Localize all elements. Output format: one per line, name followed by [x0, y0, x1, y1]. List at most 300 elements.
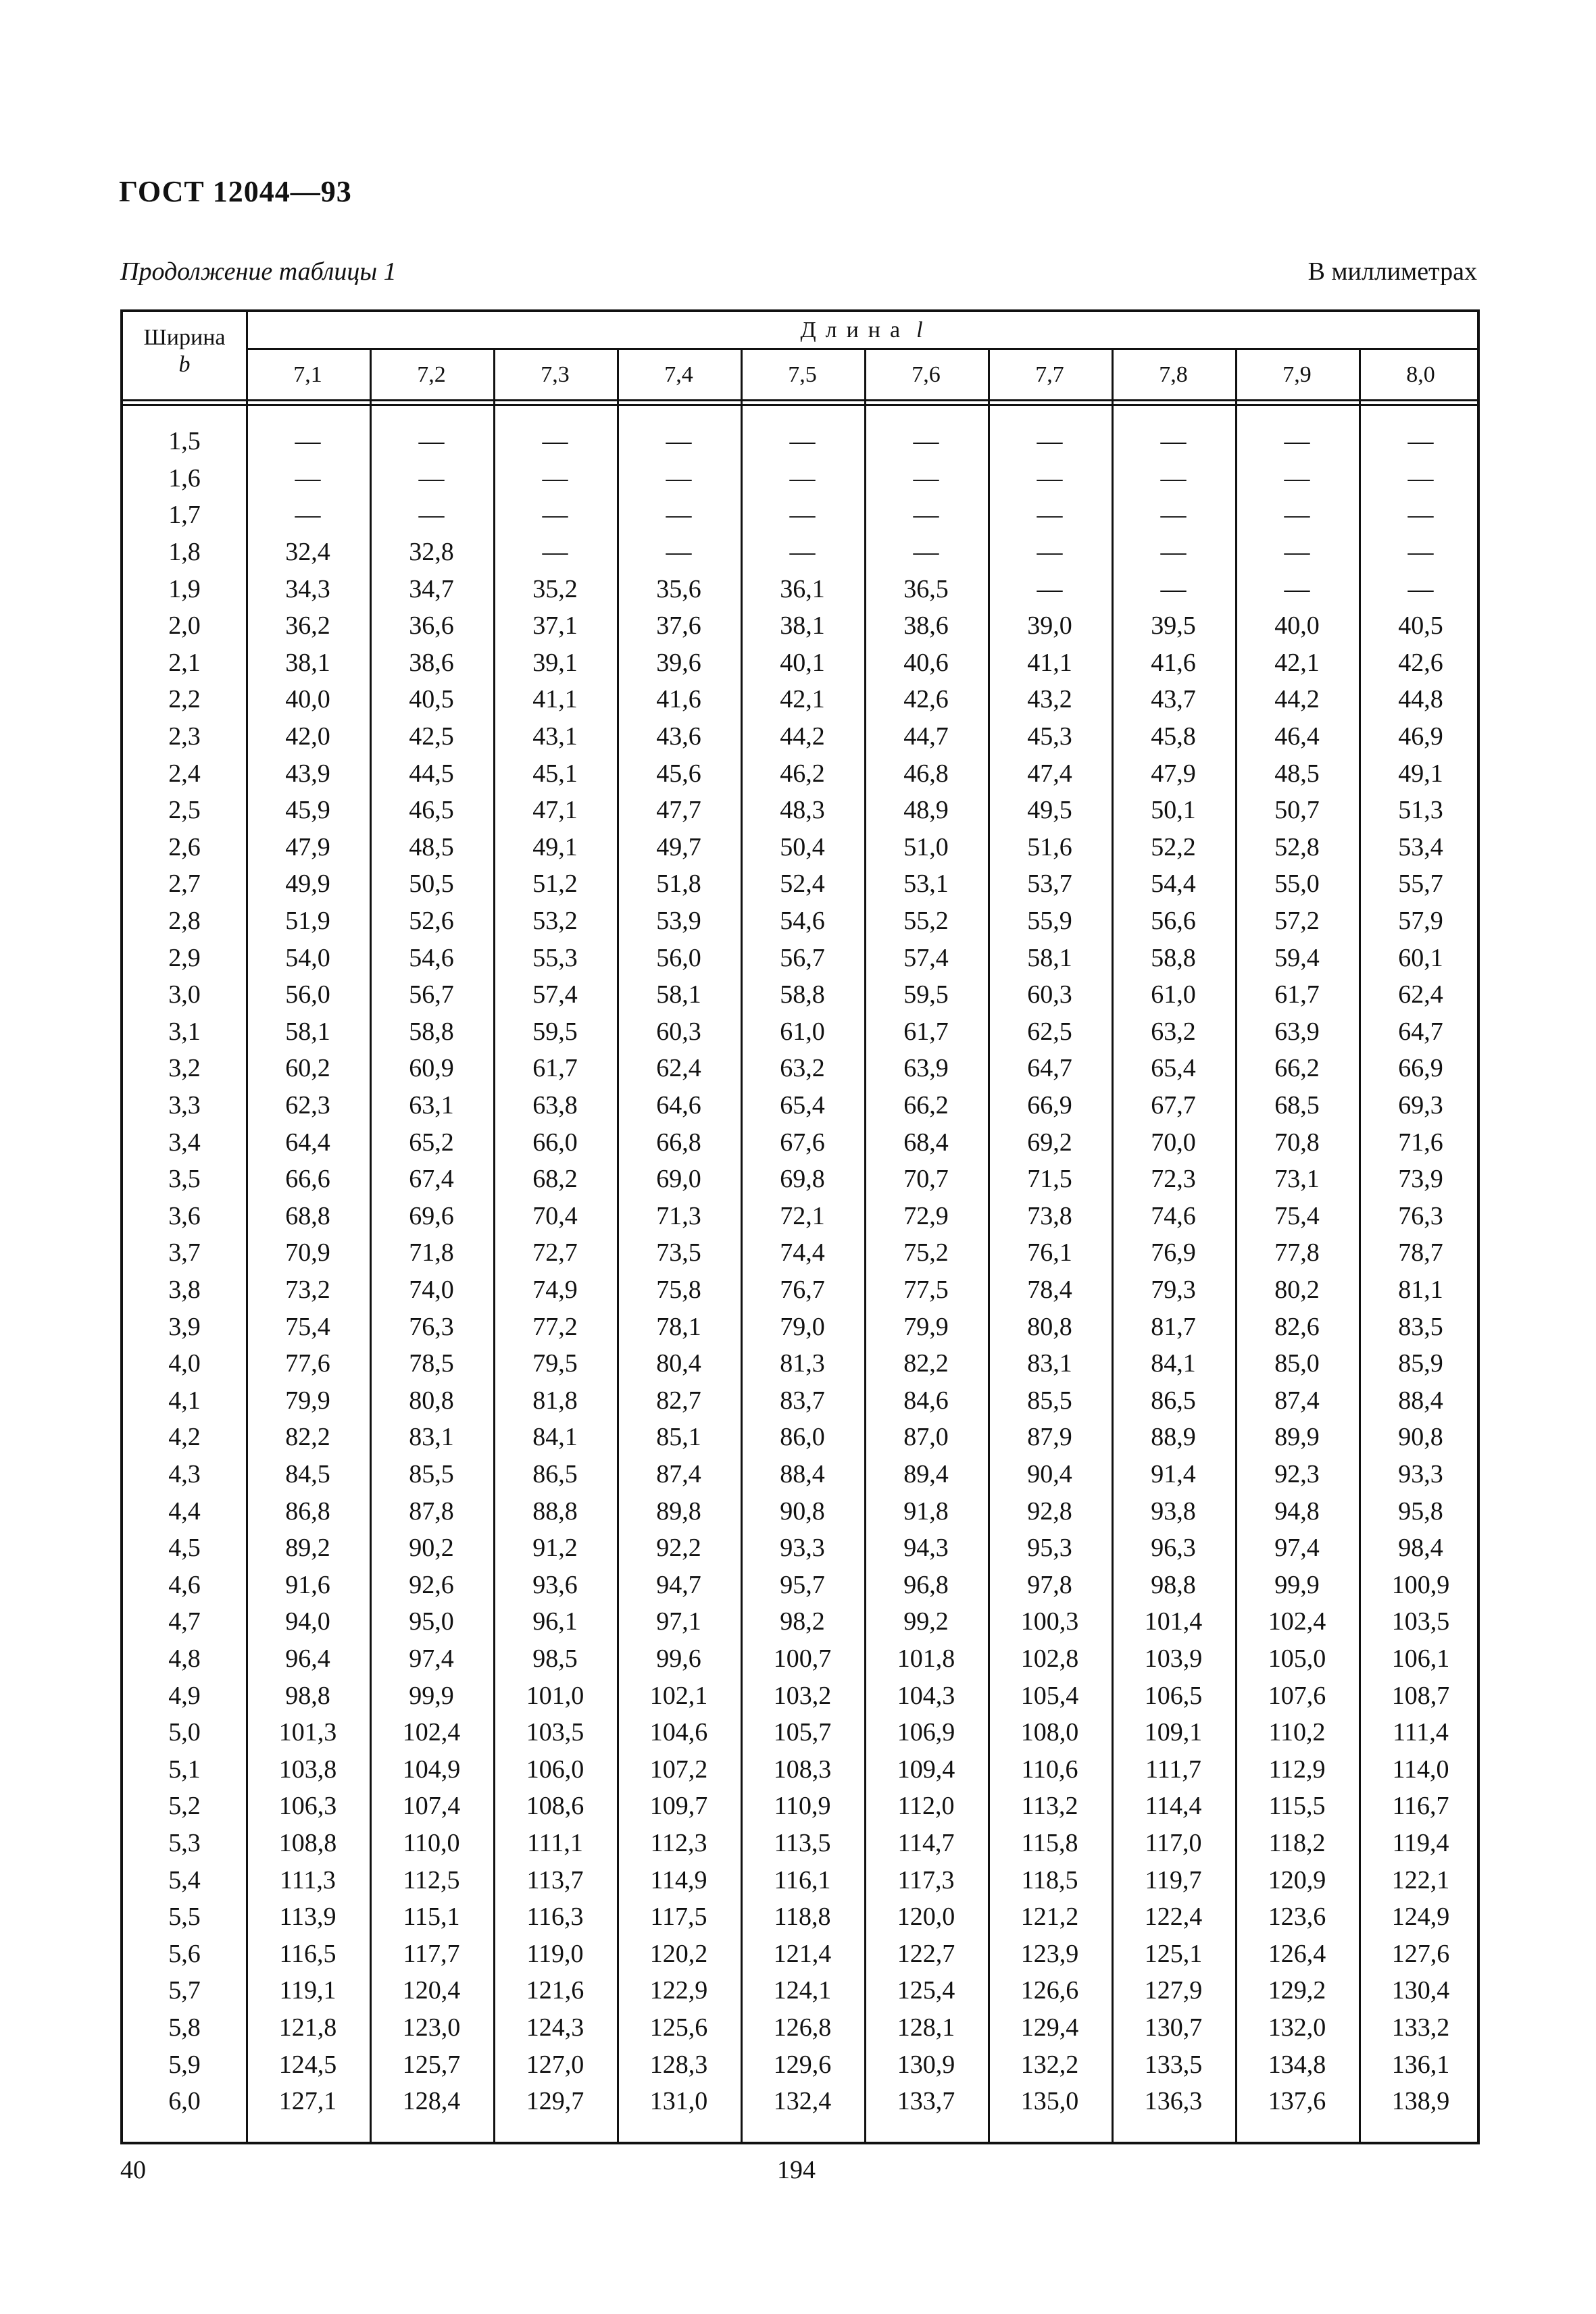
table-cell: 113,2: [1021, 1792, 1078, 1821]
table-cell: 115,5: [1268, 1792, 1326, 1821]
table-row: [123, 1936, 1477, 1973]
table-cell: —: [1037, 427, 1063, 456]
table-cell: 84,5: [285, 1460, 330, 1489]
table-cell: 98,2: [780, 1607, 825, 1636]
table-cell: 107,6: [1268, 1681, 1326, 1710]
table-cell: 83,7: [780, 1386, 825, 1415]
table-cell: 119,4: [1392, 1829, 1449, 1858]
table-cell: 55,0: [1274, 870, 1320, 899]
width-value: 3,6: [168, 1201, 201, 1230]
table-cell: 42,5: [409, 722, 454, 751]
table-cell: 114,4: [1145, 1792, 1202, 1821]
table-cell: 130,4: [1391, 1976, 1450, 2005]
table-cell: 84,1: [532, 1423, 578, 1452]
table-cell: 109,1: [1144, 1718, 1203, 1747]
table-cell: —: [666, 501, 692, 530]
table-cell: 44,7: [903, 722, 949, 751]
table-cell: 60,3: [1027, 980, 1072, 1009]
width-value: 2,0: [168, 611, 201, 640]
table-cell: 78,4: [1027, 1276, 1072, 1305]
table-cell: 53,1: [903, 870, 949, 899]
table-row: [123, 1087, 1477, 1124]
table-cell: 78,1: [656, 1312, 701, 1341]
table-cell: 96,8: [903, 1570, 949, 1599]
table-cell: 94,8: [1274, 1496, 1320, 1526]
table-cell: 46,8: [903, 759, 949, 788]
table-cell: 40,0: [285, 685, 330, 714]
table-cell: 94,3: [903, 1534, 949, 1563]
table-cell: 95,0: [409, 1607, 454, 1636]
width-value: 3,9: [168, 1312, 201, 1341]
width-value: 4,8: [168, 1644, 201, 1674]
table-cell: —: [1160, 501, 1187, 530]
table-cell: 61,7: [903, 1017, 949, 1046]
width-value: 3,8: [168, 1276, 201, 1305]
table-cell: 58,1: [656, 980, 701, 1009]
table-cell: 76,9: [1151, 1238, 1196, 1267]
table-cell: 44,2: [780, 722, 825, 751]
table-cell: 97,8: [1027, 1570, 1072, 1599]
table-cell: —: [789, 463, 816, 493]
table-cell: 69,0: [656, 1165, 701, 1194]
table-cell: 63,9: [903, 1054, 949, 1083]
table-cell: 73,2: [285, 1276, 330, 1305]
data-table: [120, 309, 1480, 2144]
table-cell: 108,0: [1020, 1718, 1079, 1747]
width-value: 4,7: [168, 1607, 201, 1636]
table-cell: 42,6: [903, 685, 949, 714]
table-cell: 106,1: [1391, 1644, 1450, 1674]
table-row: [123, 534, 1477, 571]
column-header: 7,1: [293, 362, 322, 387]
table-cell: 124,1: [773, 1976, 832, 2005]
table-cell: 92,3: [1274, 1460, 1320, 1489]
table-row: [123, 570, 1477, 607]
table-row: [123, 1640, 1477, 1678]
table-cell: 36,1: [780, 574, 825, 603]
table-cell: 130,7: [1144, 2013, 1203, 2042]
width-header-symbol: b: [178, 352, 191, 377]
table-cell: 62,5: [1027, 1017, 1072, 1046]
table-cell: 105,0: [1268, 1644, 1326, 1674]
table-cell: 103,2: [773, 1681, 832, 1710]
table-cell: 129,2: [1268, 1976, 1326, 2005]
table-cell: 117,5: [650, 1903, 707, 1932]
table-cell: 111,3: [280, 1865, 336, 1894]
table-cell: 52,8: [1274, 832, 1320, 861]
table-cell: 102,8: [1020, 1644, 1079, 1674]
table-cell: 125,6: [649, 2013, 708, 2042]
table-cell: 55,3: [532, 943, 578, 972]
table-cell: 75,4: [285, 1312, 330, 1341]
table-cell: —: [789, 538, 816, 567]
table-cell: 32,4: [285, 538, 330, 567]
table-cell: 42,0: [285, 722, 330, 751]
table-cell: 118,5: [1021, 1865, 1078, 1894]
table-cell: 135,0: [1020, 2087, 1079, 2116]
table-cell: 61,0: [1151, 980, 1196, 1009]
table-cell: 111,4: [1393, 1718, 1449, 1747]
width-value: 1,8: [168, 538, 201, 567]
table-continuation-caption: Продолжение таблицы 1: [120, 257, 397, 286]
table-row: [123, 1272, 1477, 1309]
table-cell: 82,2: [285, 1423, 330, 1452]
table-cell: 44,5: [409, 759, 454, 788]
table-cell: 59,4: [1274, 943, 1320, 972]
table-cell: 40,5: [1398, 611, 1443, 640]
table-cell: 81,8: [532, 1386, 578, 1415]
table-cell: 59,5: [903, 980, 949, 1009]
table-row: [123, 1382, 1477, 1419]
width-value: 3,7: [168, 1238, 201, 1267]
width-value: 4,5: [168, 1534, 201, 1563]
table-cell: 122,9: [649, 1976, 708, 2005]
table-cell: 49,1: [532, 832, 578, 861]
table-cell: 51,6: [1027, 832, 1072, 861]
table-cell: 57,9: [1398, 907, 1443, 936]
table-cell: 51,3: [1398, 796, 1443, 825]
table-cell: 94,7: [656, 1570, 701, 1599]
page-number-left: 40: [120, 2156, 146, 2184]
table-cell: 127,1: [278, 2087, 337, 2116]
table-row: [123, 1825, 1477, 1862]
table-cell: 45,1: [532, 759, 578, 788]
table-cell: —: [913, 427, 939, 456]
table-row: [123, 755, 1477, 792]
table-cell: 89,4: [903, 1460, 949, 1489]
table-cell: 120,9: [1268, 1865, 1326, 1894]
table-row: [123, 1530, 1477, 1567]
width-value: 2,3: [168, 722, 201, 751]
table-cell: 77,5: [903, 1276, 949, 1305]
table-cell: 59,5: [532, 1017, 578, 1046]
table-cell: 64,7: [1027, 1054, 1072, 1083]
table-cell: 116,3: [526, 1903, 584, 1932]
table-cell: —: [542, 538, 568, 567]
table-cell: 86,0: [780, 1423, 825, 1452]
table-cell: 72,7: [532, 1238, 578, 1267]
table-cell: 43,7: [1151, 685, 1196, 714]
width-value: 2,6: [168, 832, 201, 861]
table-cell: 93,3: [780, 1534, 825, 1563]
table-cell: 53,4: [1398, 832, 1443, 861]
column-header: 7,6: [912, 362, 941, 387]
width-value: 3,3: [168, 1091, 201, 1120]
table-cell: 74,0: [409, 1276, 454, 1305]
table-cell: 57,4: [903, 943, 949, 972]
width-value: 4,2: [168, 1423, 201, 1452]
table-cell: 60,9: [409, 1054, 454, 1083]
table-cell: 106,0: [526, 1755, 584, 1784]
table-row: [123, 865, 1477, 903]
width-value: 5,1: [168, 1755, 201, 1784]
table-cell: 91,8: [903, 1496, 949, 1526]
table-cell: 90,4: [1027, 1460, 1072, 1489]
table-cell: 70,7: [903, 1165, 949, 1194]
table-cell: —: [418, 427, 445, 456]
table-cell: 50,7: [1274, 796, 1320, 825]
table-cell: 38,6: [903, 611, 949, 640]
table-row: [123, 1751, 1477, 1788]
width-value: 2,7: [168, 870, 201, 899]
table-cell: 78,7: [1398, 1238, 1443, 1267]
table-cell: 48,9: [903, 796, 949, 825]
table-cell: 63,8: [532, 1091, 578, 1120]
table-cell: 133,2: [1391, 2013, 1450, 2042]
table-cell: 131,0: [649, 2087, 708, 2116]
table-cell: 98,5: [532, 1644, 578, 1674]
table-row: [123, 1567, 1477, 1604]
table-cell: 68,2: [532, 1165, 578, 1194]
table-cell: 79,9: [903, 1312, 949, 1341]
table-cell: 129,7: [526, 2087, 584, 2116]
table-cell: 85,5: [409, 1460, 454, 1489]
table-cell: 53,2: [532, 907, 578, 936]
column-header: 7,7: [1035, 362, 1064, 387]
table-cell: 36,5: [903, 574, 949, 603]
table-cell: 58,8: [1151, 943, 1196, 972]
table-row: [123, 1972, 1477, 2009]
table-cell: 110,6: [1021, 1755, 1078, 1784]
table-cell: —: [1407, 538, 1434, 567]
table-cell: 37,6: [656, 611, 701, 640]
table-cell: 111,1: [527, 1829, 583, 1858]
width-value: 5,0: [168, 1718, 201, 1747]
width-value: 4,0: [168, 1349, 201, 1378]
table-cell: 99,9: [1274, 1570, 1320, 1599]
table-row: [123, 1013, 1477, 1051]
table-row: [123, 939, 1477, 976]
table-cell: 121,4: [773, 1939, 832, 1968]
table-cell: 57,4: [532, 980, 578, 1009]
length-header: [246, 312, 1477, 350]
table-cell: 100,9: [1391, 1570, 1450, 1599]
table-cell: 134,8: [1268, 2050, 1326, 2079]
table-cell: —: [542, 427, 568, 456]
table-cell: 76,7: [780, 1276, 825, 1305]
table-cell: 66,2: [1274, 1054, 1320, 1083]
table-row: [123, 1861, 1477, 1898]
table-cell: 87,0: [903, 1423, 949, 1452]
table-cell: 85,9: [1398, 1349, 1443, 1378]
table-cell: 109,4: [897, 1755, 955, 1784]
table-row: [123, 645, 1477, 682]
table-cell: 112,5: [403, 1865, 460, 1894]
table-cell: 76,3: [1398, 1201, 1443, 1230]
table-cell: 68,8: [285, 1201, 330, 1230]
table-cell: 73,5: [656, 1238, 701, 1267]
table-row: [123, 1714, 1477, 1751]
width-value: 2,8: [168, 907, 201, 936]
table-cell: 106,3: [278, 1792, 337, 1821]
table-row: [123, 792, 1477, 829]
table-cell: 50,4: [780, 832, 825, 861]
table-cell: 47,9: [1151, 759, 1196, 788]
width-value: 4,9: [168, 1681, 201, 1710]
table-cell: 66,8: [656, 1128, 701, 1157]
column-header: 8,0: [1406, 362, 1435, 387]
table-cell: 99,6: [656, 1644, 701, 1674]
table-cell: 74,9: [532, 1276, 578, 1305]
table-cell: 118,8: [774, 1903, 831, 1932]
table-cell: 92,2: [656, 1534, 701, 1563]
width-value: 3,4: [168, 1128, 201, 1157]
table-cell: 130,9: [897, 2050, 955, 2079]
table-row: [123, 718, 1477, 755]
table-cell: 102,4: [1268, 1607, 1326, 1636]
table-cell: 52,4: [780, 870, 825, 899]
table-cell: 54,4: [1151, 870, 1196, 899]
table-cell: 56,7: [780, 943, 825, 972]
table-cell: 102,1: [649, 1681, 708, 1710]
table-cell: 63,2: [1151, 1017, 1196, 1046]
table-cell: —: [1037, 501, 1063, 530]
table-cell: 124,9: [1391, 1903, 1450, 1932]
table-cell: 108,7: [1391, 1681, 1450, 1710]
table-cell: —: [542, 463, 568, 493]
table-cell: 101,3: [278, 1718, 337, 1747]
table-cell: —: [789, 427, 816, 456]
table-cell: 72,9: [903, 1201, 949, 1230]
table-cell: 83,1: [1027, 1349, 1072, 1378]
width-value: 6,0: [168, 2087, 201, 2116]
table-cell: 73,8: [1027, 1201, 1072, 1230]
table-cell: 56,0: [285, 980, 330, 1009]
table-cell: —: [666, 463, 692, 493]
table-cell: 104,6: [649, 1718, 708, 1747]
width-value: 3,1: [168, 1017, 201, 1046]
table-cell: 84,6: [903, 1386, 949, 1415]
table-cell: 45,8: [1151, 722, 1196, 751]
table-cell: 137,6: [1268, 2087, 1326, 2116]
table-cell: 55,7: [1398, 870, 1443, 899]
table-cell: 116,1: [774, 1865, 831, 1894]
table-cell: 120,4: [402, 1976, 461, 2005]
table-cell: 42,1: [1274, 648, 1320, 677]
table-cell: 46,4: [1274, 722, 1320, 751]
length-header-label: Длина: [800, 317, 910, 343]
table-cell: 66,2: [903, 1091, 949, 1120]
table-cell: 40,5: [409, 685, 454, 714]
table-row: [123, 1898, 1477, 1936]
table-cell: 43,6: [656, 722, 701, 751]
table-cell: 67,6: [780, 1128, 825, 1157]
table-cell: 65,2: [409, 1128, 454, 1157]
table-cell: 75,2: [903, 1238, 949, 1267]
table-cell: 86,5: [532, 1460, 578, 1489]
table-cell: 82,6: [1274, 1312, 1320, 1341]
width-value: 1,7: [168, 501, 201, 530]
width-header-label: Ширина: [143, 325, 226, 350]
table-cell: 112,9: [1268, 1755, 1326, 1784]
table-cell: 121,6: [526, 1976, 584, 2005]
table-cell: 127,0: [526, 2050, 584, 2079]
table-cell: 105,7: [773, 1718, 832, 1747]
table-cell: 114,0: [1392, 1755, 1449, 1784]
column-header: 7,3: [541, 362, 570, 387]
table-cell: —: [1284, 501, 1310, 530]
table-cell: 80,2: [1274, 1276, 1320, 1305]
table-cell: 88,4: [780, 1460, 825, 1489]
table-cell: 95,7: [780, 1570, 825, 1599]
table-cell: 67,4: [409, 1165, 454, 1194]
table-cell: —: [1284, 574, 1310, 603]
table-cell: 121,2: [1020, 1903, 1079, 1932]
column-header: 7,4: [664, 362, 693, 387]
table-cell: 90,8: [780, 1496, 825, 1526]
width-value: 3,0: [168, 980, 201, 1009]
table-cell: 107,4: [402, 1792, 461, 1821]
table-cell: 80,8: [1027, 1312, 1072, 1341]
table-row: [123, 1050, 1477, 1087]
table-cell: 113,5: [774, 1829, 831, 1858]
table-cell: 63,9: [1274, 1017, 1320, 1046]
table-cell: 55,2: [903, 907, 949, 936]
table-cell: 87,8: [409, 1496, 454, 1526]
table-row: [123, 1345, 1477, 1382]
table-cell: 96,4: [285, 1644, 330, 1674]
table-cell: 68,4: [903, 1128, 949, 1157]
table-cell: 49,9: [285, 870, 330, 899]
table-cell: 49,1: [1398, 759, 1443, 788]
width-value: 4,6: [168, 1570, 201, 1599]
table-cell: 86,8: [285, 1496, 330, 1526]
table-cell: 104,9: [402, 1755, 461, 1784]
table-cell: —: [1284, 427, 1310, 456]
table-cell: 89,2: [285, 1534, 330, 1563]
table-row: [123, 1308, 1477, 1345]
table-cell: 37,1: [532, 611, 578, 640]
table-cell: 34,3: [285, 574, 330, 603]
table-cell: —: [1160, 538, 1187, 567]
table-cell: 73,1: [1274, 1165, 1320, 1194]
width-value: 3,5: [168, 1165, 201, 1194]
table-cell: 52,6: [409, 907, 454, 936]
table-cell: 99,9: [409, 1681, 454, 1710]
table-row: [123, 1419, 1477, 1456]
table-cell: 122,4: [1144, 1903, 1203, 1932]
table-cell: 113,7: [526, 1865, 584, 1894]
table-cell: 129,6: [773, 2050, 832, 2079]
table-cell: 79,9: [285, 1386, 330, 1415]
table-cell: 36,2: [285, 611, 330, 640]
table-cell: 54,6: [409, 943, 454, 972]
table-cell: 117,3: [897, 1865, 955, 1894]
table-cell: 106,5: [1144, 1681, 1203, 1710]
table-cell: 40,1: [780, 648, 825, 677]
table-cell: 47,4: [1027, 759, 1072, 788]
table-cell: 47,9: [285, 832, 330, 861]
table-cell: 40,6: [903, 648, 949, 677]
table-cell: 71,8: [409, 1238, 454, 1267]
table-cell: 101,0: [526, 1681, 584, 1710]
width-value: 4,4: [168, 1496, 201, 1526]
table-cell: 35,6: [656, 574, 701, 603]
table-cell: 46,9: [1398, 722, 1443, 751]
table-cell: 90,2: [409, 1534, 454, 1563]
table-row: [123, 976, 1477, 1013]
table-cell: 82,2: [903, 1349, 949, 1378]
table-cell: 53,9: [656, 907, 701, 936]
width-value: 4,3: [168, 1460, 201, 1489]
table-cell: 40,0: [1274, 611, 1320, 640]
table-cell: 35,2: [532, 574, 578, 603]
table-cell: 98,8: [285, 1681, 330, 1710]
table-cell: 66,9: [1027, 1091, 1072, 1120]
table-cell: 118,2: [1268, 1829, 1326, 1858]
table-cell: 70,9: [285, 1238, 330, 1267]
table-cell: 38,1: [780, 611, 825, 640]
